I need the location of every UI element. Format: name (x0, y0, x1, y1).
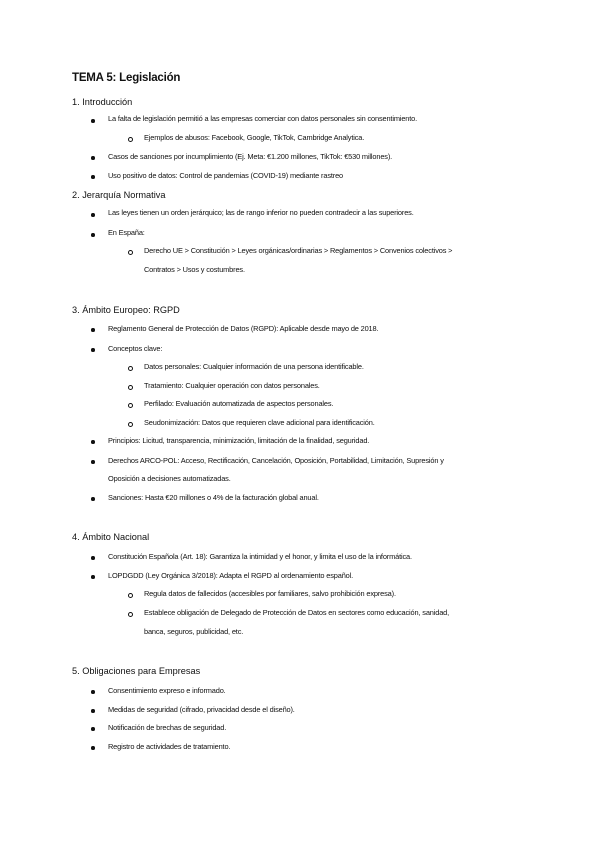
list-item: Derecho UE > Constitución > Leyes orgánicas/ordinarias > Reglamentos > Convenios colectivos > (144, 246, 453, 255)
list-item-continuation: banca, seguros, publicidad, etc. (144, 627, 244, 636)
bullet-icon (91, 175, 95, 179)
section-heading-ambito-nacional: 4. Ámbito Nacional (72, 532, 150, 542)
bullet-icon (91, 328, 95, 332)
circle-bullet-icon (128, 403, 133, 408)
list-item: Principios: Licitud, transparencia, minimización, limitación de la finalidad, seguridad. (108, 436, 370, 445)
bullet-icon (91, 156, 95, 160)
circle-bullet-icon (128, 612, 133, 617)
list-item: La falta de legislación permitió a las empresas comerciar con datos personales sin consentimiento. (108, 114, 418, 123)
list-item: Medidas de seguridad (cifrado, privacidad desde el diseño). (108, 705, 295, 714)
bullet-icon (91, 213, 95, 217)
list-item: Reglamento General de Protección de Datos (RGPD): Aplicable desde mayo de 2018. (108, 324, 379, 333)
bullet-icon (91, 746, 95, 750)
list-item: Derechos ARCO-POL: Acceso, Rectificación, Cancelación, Oposición, Portabilidad, Limitación, Supresión y (108, 456, 444, 465)
bullet-icon (91, 575, 95, 579)
list-item: LOPDGDD (Ley Orgánica 3/2018): Adapta el RGPD al ordenamiento español. (108, 571, 354, 580)
list-item: Regula datos de fallecidos (accesibles por familiares, salvo prohibición expresa). (144, 589, 396, 598)
bullet-icon (91, 440, 95, 444)
section-heading-introduccion: 1. Introducción (72, 97, 133, 107)
list-item: En España: (108, 228, 145, 237)
list-item: Sanciones: Hasta €20 millones o 4% de la facturación global anual. (108, 493, 319, 502)
bullet-icon (91, 119, 95, 123)
list-item: Constitución Española (Art. 18): Garantiza la intimidad y el honor, y limita el uso de la informática. (108, 552, 412, 561)
list-item: Las leyes tienen un orden jerárquico; las de rango inferior no pueden contradecir a las superiores. (108, 208, 414, 217)
bullet-icon (91, 233, 95, 237)
circle-bullet-icon (128, 385, 133, 390)
list-item: Conceptos clave: (108, 344, 163, 353)
list-item: Datos personales: Cualquier información de una persona identificable. (144, 362, 364, 371)
list-item: Uso positivo de datos: Control de pandemias (COVID-19) mediante rastreo (108, 171, 344, 180)
list-item: Registro de actividades de tratamiento. (108, 742, 231, 751)
bullet-icon (91, 727, 95, 731)
bullet-icon (91, 497, 95, 501)
list-item: Casos de sanciones por incumplimiento (Ej. Meta: €1.200 millones, TikTok: €530 millones). (108, 152, 393, 161)
list-item: Tratamiento: Cualquier operación con datos personales. (144, 381, 320, 390)
bullet-icon (91, 460, 95, 464)
bullet-icon (91, 709, 95, 713)
list-item: Notificación de brechas de seguridad. (108, 723, 227, 732)
circle-bullet-icon (128, 422, 133, 427)
section-heading-ambito-europeo: 3. Ámbito Europeo: RGPD (72, 305, 180, 315)
list-item-continuation: Contratos > Usos y costumbres. (144, 265, 245, 274)
list-item: Seudonimización: Datos que requieren clave adicional para identificación. (144, 418, 375, 427)
bullet-icon (91, 690, 95, 694)
document-title: TEMA 5: Legislación (72, 72, 181, 84)
list-item: Establece obligación de Delegado de Protección de Datos en sectores como educación, sanidad, (144, 608, 450, 617)
list-item-continuation: Oposición a decisiones automatizadas. (108, 474, 231, 483)
circle-bullet-icon (128, 137, 133, 142)
circle-bullet-icon (128, 366, 133, 371)
list-item: Consentimiento expreso e informado. (108, 686, 226, 695)
bullet-icon (91, 348, 95, 352)
circle-bullet-icon (128, 250, 133, 255)
bullet-icon (91, 556, 95, 560)
list-item: Ejemplos de abusos: Facebook, Google, TikTok, Cambridge Analytica. (144, 133, 365, 142)
circle-bullet-icon (128, 593, 133, 598)
section-heading-obligaciones: 5. Obligaciones para Empresas (72, 666, 201, 676)
list-item: Perfilado: Evaluación automatizada de aspectos personales. (144, 399, 334, 408)
section-heading-jerarquia: 2. Jerarquía Normativa (72, 190, 166, 200)
